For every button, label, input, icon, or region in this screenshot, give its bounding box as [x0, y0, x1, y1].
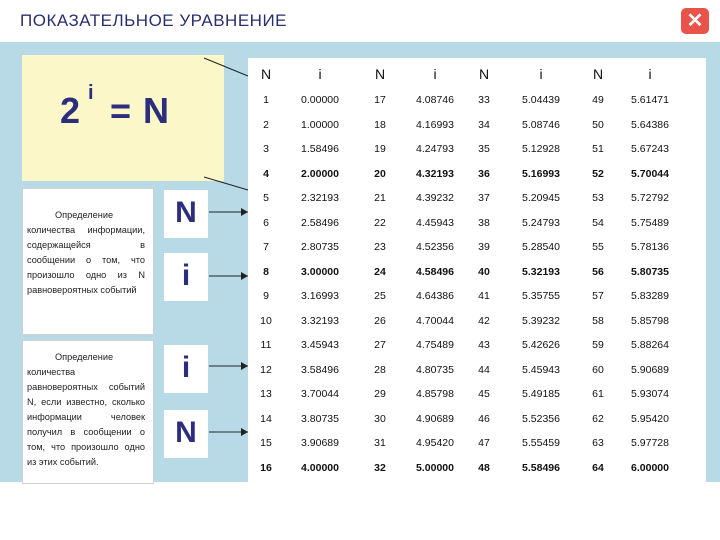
table-cell-i: 4.70044 — [416, 314, 454, 327]
arrow-head-icon — [241, 208, 248, 216]
table-cell-n: 60 — [592, 363, 604, 376]
table-cell-i: 3.45943 — [301, 339, 339, 351]
table-cell-i: 5.83289 — [631, 290, 669, 302]
table-cell-n: 10 — [260, 314, 272, 327]
table-header-n: N — [374, 66, 386, 82]
table-cell-i: 3.90689 — [301, 437, 339, 449]
table-cell-i: 5.20945 — [522, 192, 560, 204]
table-header-i: i — [433, 66, 437, 82]
table-cell-n: 15 — [260, 437, 272, 449]
table-cell-i: 5.35755 — [522, 290, 560, 302]
table-cell-n: 41 — [478, 290, 490, 302]
table-cell-n: 45 — [478, 388, 490, 400]
table-cell-i: 5.39232 — [522, 314, 560, 327]
table-cell-n: 24 — [374, 265, 386, 278]
table-cell-i: 3.32193 — [301, 314, 339, 327]
table-cell-i: 6.00000 — [631, 461, 669, 474]
table-cell-n: 40 — [478, 265, 490, 278]
close-button[interactable]: ✕ — [681, 8, 709, 34]
table-cell-i: 5.49185 — [522, 388, 560, 400]
table-cell-n: 14 — [260, 412, 272, 425]
table-cell-i: 5.78136 — [631, 241, 669, 253]
table-cell-i: 5.70044 — [631, 167, 669, 180]
table-cell-i: 5.12928 — [522, 143, 560, 155]
table-cell-i: 5.52356 — [522, 412, 560, 425]
table-cell-n: 54 — [592, 216, 604, 229]
table-cell-i: 4.75489 — [416, 339, 454, 351]
table-cell-n: 11 — [260, 339, 272, 351]
table-cell-i: 5.72792 — [631, 192, 669, 204]
table-cell-n: 9 — [263, 290, 269, 302]
table-cell-i: 5.42626 — [522, 339, 560, 351]
table-cell-i: 5.24793 — [522, 216, 560, 229]
table-cell-n: 7 — [263, 241, 269, 253]
definition-1-top-letter: N — [164, 190, 208, 238]
arrow-head-icon — [241, 362, 248, 370]
table-cell-n: 1 — [263, 94, 269, 106]
table-cell-i: 5.67243 — [631, 143, 669, 155]
table-cell-i: 5.28540 — [522, 241, 560, 253]
arrow-head-icon — [241, 428, 248, 436]
table-cell-i: 5.85798 — [631, 314, 669, 327]
table-cell-i: 4.90689 — [416, 412, 454, 425]
table-cell-i: 4.80735 — [416, 363, 454, 376]
table-cell-n: 62 — [592, 412, 604, 425]
table-cell-n: 43 — [478, 339, 490, 351]
table-cell-n: 42 — [478, 314, 490, 327]
window-title: ПОКАЗАТЕЛЬНОЕ УРАВНЕНИЕ — [20, 11, 287, 30]
table-cell-n: 13 — [260, 388, 272, 400]
table-cell-n: 22 — [374, 216, 386, 229]
definition-2-bottom-letter: N — [164, 410, 208, 458]
table-cell-n: 39 — [478, 241, 490, 253]
table-cell-i: 5.95420 — [631, 412, 669, 425]
formula-connector-line — [204, 177, 248, 190]
table-cell-n: 3 — [263, 143, 269, 155]
table-cell-n: 2 — [263, 118, 269, 131]
table-cell-i: 4.32193 — [416, 167, 454, 180]
table-cell-n: 34 — [478, 118, 490, 131]
table-cell-n: 8 — [263, 265, 269, 278]
table-cell-i: 3.70044 — [301, 388, 339, 400]
table-cell-n: 23 — [374, 241, 386, 253]
table-cell-i: 2.00000 — [301, 167, 339, 180]
definition-text-1: Определение количества информации, содержащейся в сообщении о том, что произошло одно из N равновероятных событий — [27, 210, 145, 295]
table-cell-n: 37 — [478, 192, 490, 204]
definition-text-2: Определение количества равновероятных событий N, если известно, сколько информации человек получил в сообщении о том, что произошло одно из этих событий. — [27, 352, 145, 467]
table-cell-n: 47 — [478, 437, 490, 449]
table-header-i: i — [648, 66, 652, 82]
table-cell-i: 5.64386 — [631, 118, 669, 131]
table-cell-i: 5.58496 — [522, 461, 560, 474]
table-cell-i: 4.58496 — [416, 265, 454, 278]
table-cell-n: 30 — [374, 412, 386, 425]
table-header-n: N — [478, 66, 490, 82]
formula-connector-line — [204, 58, 248, 76]
table-header-n: N — [592, 66, 604, 82]
table-cell-i: 0.00000 — [301, 94, 339, 106]
table-cell-n: 31 — [374, 437, 386, 449]
definition-1-bottom-letter: i — [164, 253, 208, 301]
table-cell-i: 3.58496 — [301, 363, 339, 376]
table-cell-n: 48 — [478, 461, 490, 474]
table-header-i: i — [539, 66, 543, 82]
table-cell-i: 5.97728 — [631, 437, 669, 449]
table-cell-n: 6 — [263, 216, 269, 229]
table-cell-i: 3.80735 — [301, 412, 339, 425]
table-cell-i: 5.93074 — [631, 388, 669, 400]
table-cell-n: 21 — [374, 192, 386, 204]
table-cell-n: 25 — [374, 290, 386, 302]
table-cell-n: 53 — [592, 192, 604, 204]
table-cell-i: 4.52356 — [416, 241, 454, 253]
arrow-head-icon — [241, 272, 248, 280]
table-cell-n: 33 — [478, 94, 490, 106]
table-cell-n: 61 — [592, 388, 604, 400]
table-cell-n: 63 — [592, 437, 604, 449]
table-cell-i: 2.32193 — [301, 192, 339, 204]
table-cell-n: 5 — [263, 192, 269, 204]
table-cell-i: 5.80735 — [631, 265, 669, 278]
table-cell-i: 4.85798 — [416, 388, 454, 400]
table-cell-i: 4.00000 — [301, 461, 339, 474]
table-cell-i: 3.00000 — [301, 265, 339, 278]
table-cell-n: 19 — [374, 143, 386, 155]
table-cell-n: 17 — [374, 94, 386, 106]
table-cell-i: 1.00000 — [301, 118, 339, 131]
table-cell-i: 3.16993 — [301, 290, 339, 302]
table-cell-i: 5.00000 — [416, 461, 454, 474]
table-cell-i: 5.55459 — [522, 437, 560, 449]
table-cell-i: 4.16993 — [416, 118, 454, 131]
table-cell-n: 52 — [592, 167, 604, 180]
table-cell-i: 4.64386 — [416, 290, 454, 302]
table-cell-n: 20 — [374, 167, 386, 180]
table-cell-n: 55 — [592, 241, 604, 253]
table-cell-n: 32 — [374, 461, 386, 474]
table-cell-n: 29 — [374, 388, 386, 400]
table-cell-n: 36 — [478, 167, 490, 180]
table-cell-i: 4.45943 — [416, 216, 454, 229]
table-cell-n: 46 — [478, 412, 490, 425]
table-cell-n: 18 — [374, 118, 386, 131]
table-cell-n: 56 — [592, 265, 604, 278]
table-cell-n: 49 — [592, 94, 604, 106]
definition-2-top-letter: i — [164, 345, 208, 393]
table-cell-n: 44 — [478, 363, 490, 376]
table-cell-i: 5.04439 — [522, 94, 560, 106]
table-cell-i: 1.58496 — [301, 143, 339, 155]
table-cell-i: 5.90689 — [631, 363, 669, 376]
table-cell-n: 35 — [478, 143, 490, 155]
formula-base: 2 — [60, 90, 82, 131]
table-cell-n: 38 — [478, 216, 490, 229]
table-cell-i: 4.08746 — [416, 94, 454, 106]
formula-rest: = N — [110, 90, 171, 131]
table-cell-n: 28 — [374, 363, 386, 376]
table-cell-n: 12 — [260, 363, 272, 376]
table-header-n: N — [260, 66, 272, 82]
table-cell-n: 4 — [263, 167, 269, 180]
table-cell-n: 26 — [374, 314, 386, 327]
table-cell-i: 4.39232 — [416, 192, 454, 204]
table-cell-n: 64 — [592, 461, 604, 474]
table-cell-i: 5.45943 — [522, 363, 560, 376]
table-cell-n: 58 — [592, 314, 604, 327]
table-cell-n: 27 — [374, 339, 386, 351]
table-cell-i: 5.75489 — [631, 216, 669, 229]
table-cell-i: 5.32193 — [522, 265, 560, 278]
formula-exponent: i — [88, 82, 95, 104]
table-cell-i: 2.58496 — [301, 216, 339, 229]
table-cell-i: 5.08746 — [522, 118, 560, 131]
table-cell-n: 59 — [592, 339, 604, 351]
table-header-i: i — [318, 66, 322, 82]
table-cell-i: 2.80735 — [301, 241, 339, 253]
table-cell-n: 51 — [592, 143, 604, 155]
table-cell-i: 5.88264 — [631, 339, 669, 351]
table-cell-i: 5.16993 — [522, 167, 560, 180]
table-cell-i: 4.95420 — [416, 437, 454, 449]
table-cell-n: 16 — [260, 461, 272, 474]
table-cell-i: 5.61471 — [631, 94, 669, 106]
table-cell-n: 57 — [592, 290, 604, 302]
table-cell-i: 4.24793 — [416, 143, 454, 155]
table-cell-n: 50 — [592, 118, 604, 131]
